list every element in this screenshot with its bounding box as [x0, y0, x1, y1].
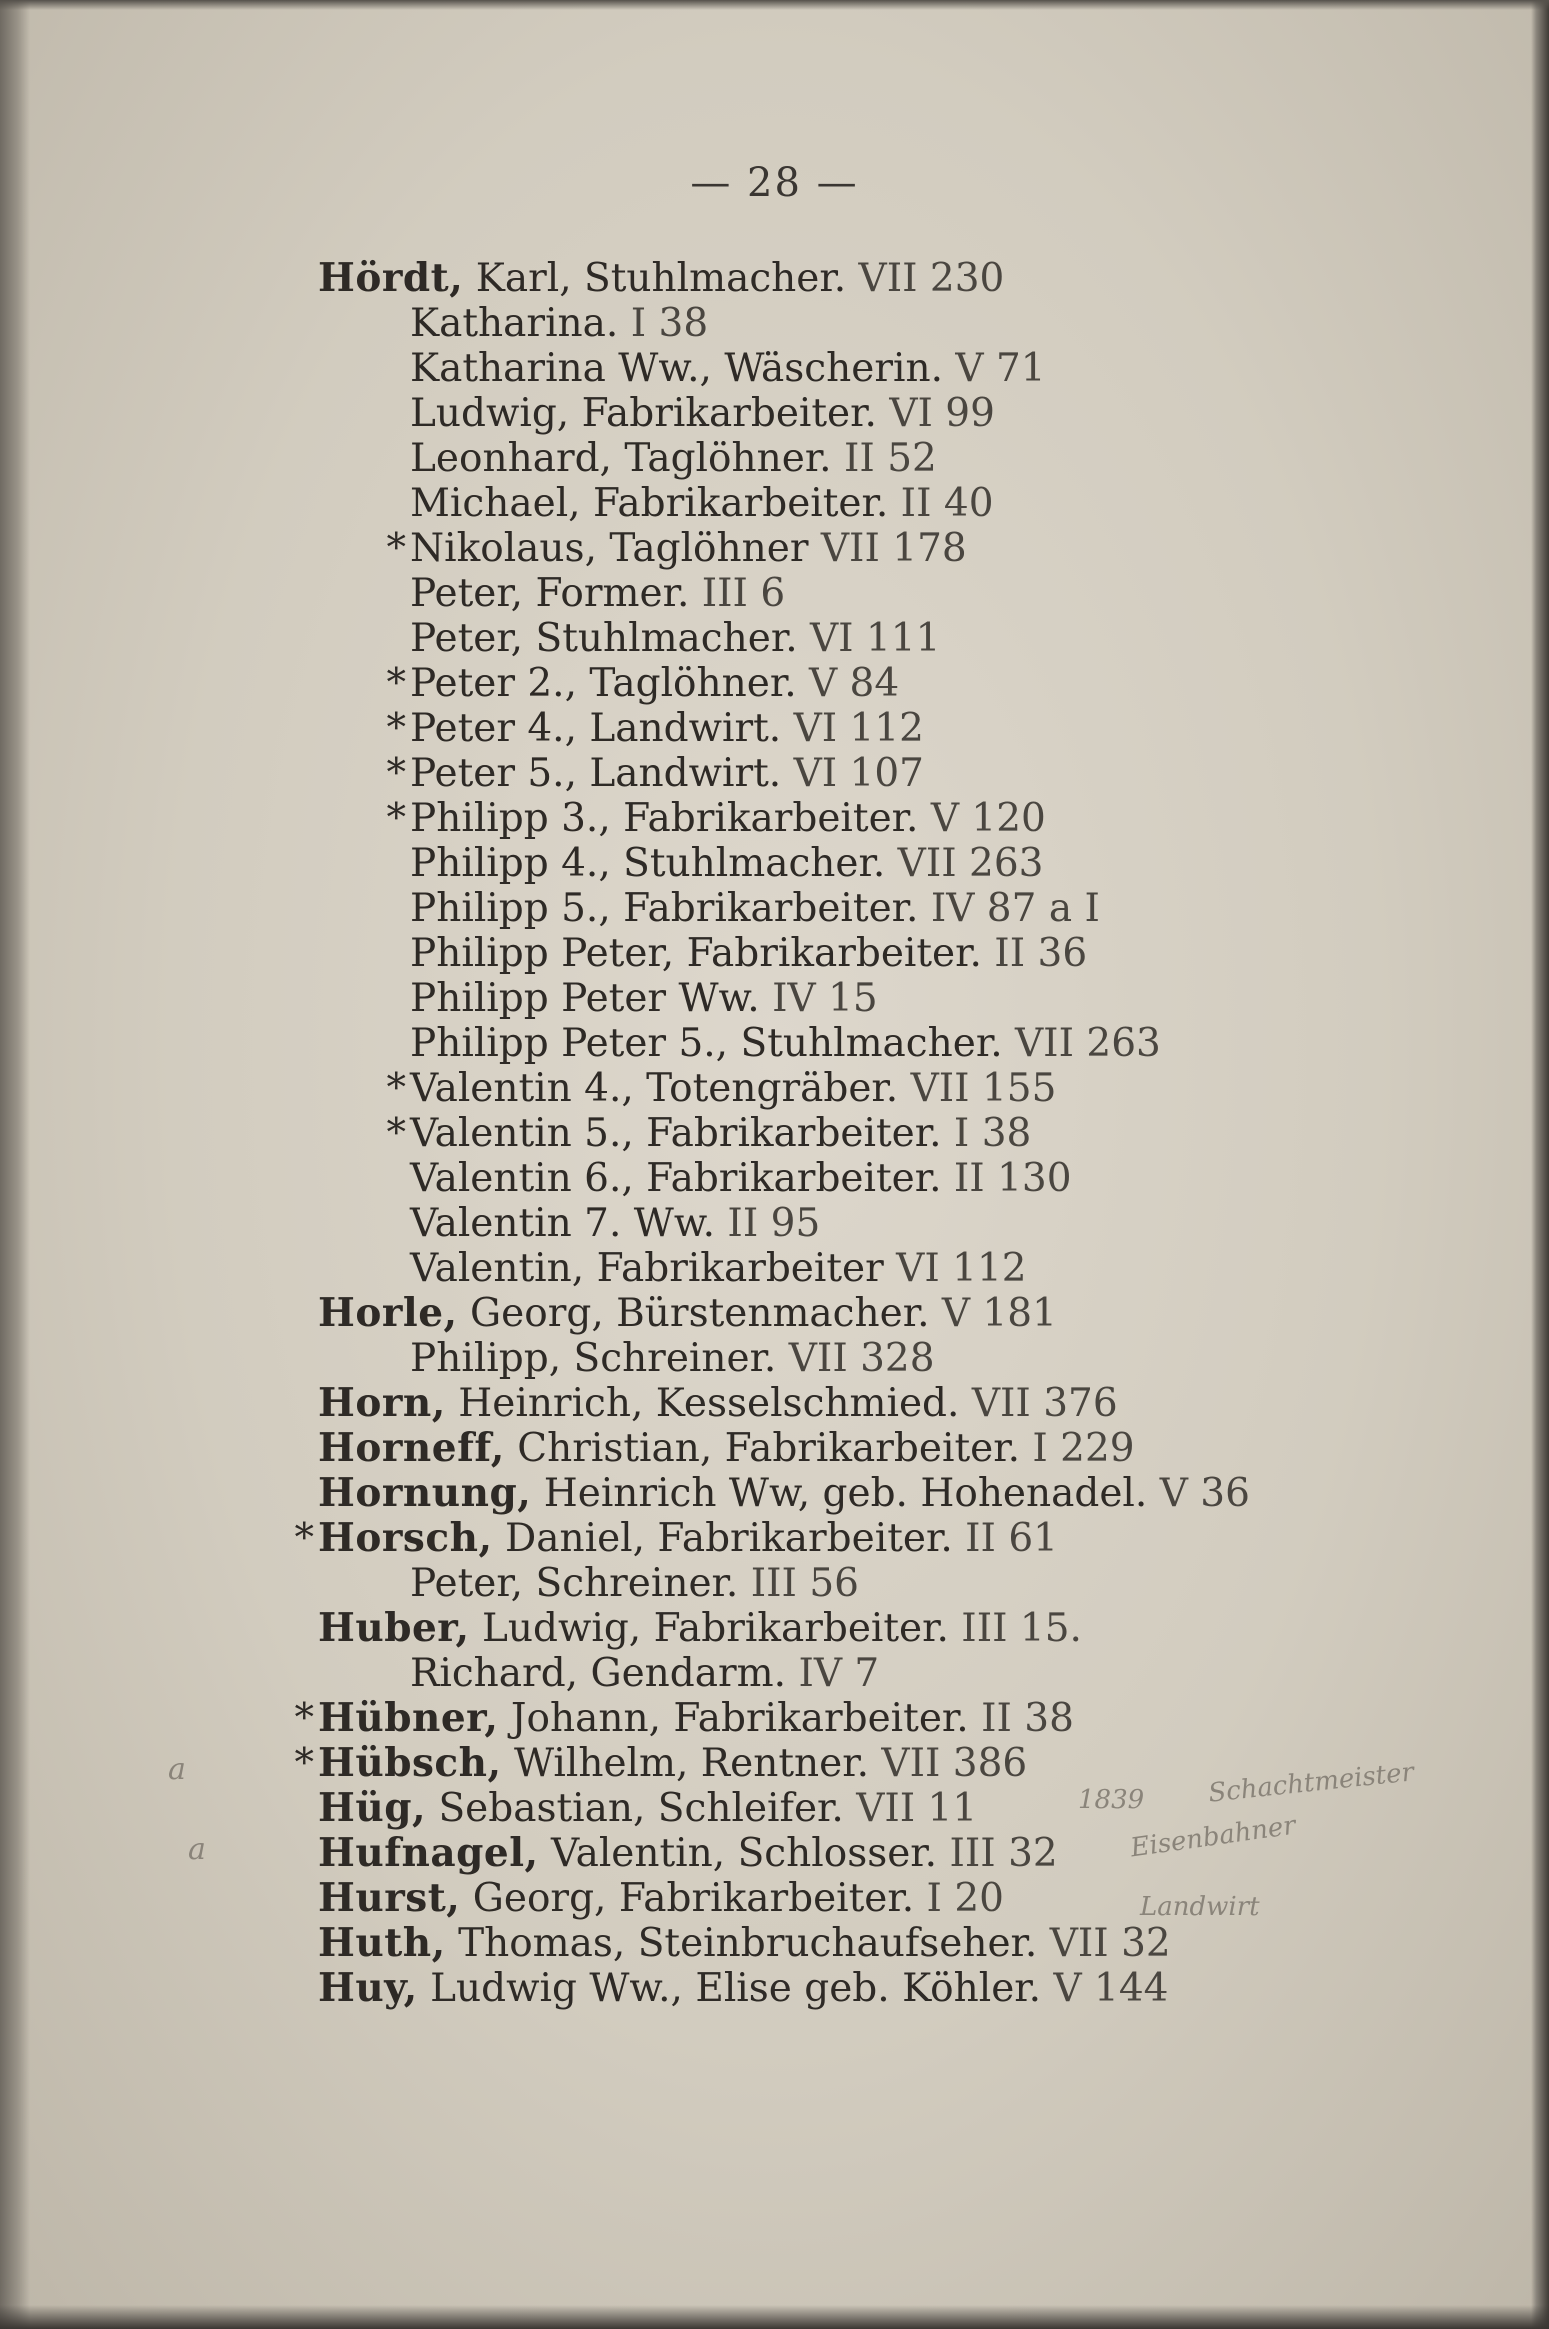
entry-asterisk: *: [294, 1741, 314, 1786]
entry-asterisk: *: [386, 706, 406, 751]
entry-text: Christian, Fabrikarbeiter.: [517, 1426, 1020, 1471]
entry-row: [0, 1966, 1549, 2011]
entry-line: [410, 526, 967, 571]
entry-row: [0, 526, 1549, 571]
entry-text: Daniel, Fabrikarbeiter.: [504, 1516, 953, 1561]
entry-line: [410, 1066, 1056, 1111]
entry-asterisk: *: [386, 1111, 406, 1156]
entry-line: [318, 256, 1004, 301]
entry-line: [410, 1336, 935, 1381]
entry-line: [318, 1606, 1082, 1651]
entry-surname: Horle,: [318, 1290, 458, 1336]
entry-reference: VI 107: [793, 751, 924, 796]
page-edge-bottom: [0, 2305, 1549, 2329]
entry-text: Wilhelm, Rentner.: [514, 1741, 869, 1786]
entry-line: [410, 436, 937, 481]
entry-line: [410, 391, 995, 436]
entry-line: [410, 841, 1043, 886]
entry-text: Philipp 3., Fabrikarbeiter.: [410, 796, 919, 841]
entry-line: [410, 661, 899, 706]
entry-text: Nikolaus, Taglöhner: [410, 526, 809, 571]
entry-line: [318, 1921, 1171, 1966]
entry-row: [0, 391, 1549, 436]
entry-row: [0, 1066, 1549, 1111]
entry-reference: II 36: [994, 931, 1088, 976]
entry-line: [410, 571, 785, 616]
entry-reference: V 144: [1053, 1966, 1169, 2011]
entry-line: [318, 1291, 1057, 1336]
entry-reference: V 181: [941, 1291, 1057, 1336]
handwritten-note: Landwirt: [1140, 1892, 1260, 1922]
entry-line: [410, 796, 1046, 841]
entry-text: Philipp Peter Ww.: [410, 976, 760, 1021]
entry-text: Valentin 6., Fabrikarbeiter.: [410, 1156, 942, 1201]
entry-row: [0, 481, 1549, 526]
entry-surname: Huth,: [318, 1920, 446, 1966]
entry-surname: Hördt,: [318, 255, 464, 301]
entry-row: [0, 1651, 1549, 1696]
entry-row: [0, 1831, 1549, 1876]
entry-asterisk: *: [294, 1696, 314, 1741]
entry-reference: VI 112: [896, 1246, 1027, 1291]
entry-row: [0, 1336, 1549, 1381]
entry-reference: II 130: [953, 1156, 1072, 1201]
entry-surname: Hüg,: [318, 1785, 427, 1831]
entry-reference: VII 328: [788, 1336, 935, 1381]
entry-row: [0, 1111, 1549, 1156]
entry-line: [318, 1471, 1250, 1516]
entry-reference: VII 32: [1049, 1921, 1171, 1966]
entry-text: Ludwig, Fabrikarbeiter.: [481, 1606, 949, 1651]
entry-text: Katharina Ww., Wäscherin.: [410, 346, 943, 391]
page-number: — 28 —: [690, 160, 859, 206]
entry-row: [0, 1426, 1549, 1471]
entry-text: Karl, Stuhlmacher.: [475, 256, 847, 301]
entry-reference: VI 111: [810, 616, 941, 661]
entry-reference: II 52: [843, 436, 937, 481]
entry-row: [0, 1516, 1549, 1561]
entry-reference: III 15.: [961, 1606, 1082, 1651]
entry-reference: I 229: [1032, 1426, 1135, 1471]
entry-text: Ludwig, Fabrikarbeiter.: [410, 391, 877, 436]
entry-text: Peter 5., Landwirt.: [410, 751, 782, 796]
entry-text: Peter 2., Taglöhner.: [410, 661, 797, 706]
entry-row: [0, 796, 1549, 841]
entry-text: Peter, Former.: [410, 571, 690, 616]
entry-reference: VII 155: [910, 1066, 1057, 1111]
entry-reference: VI 99: [889, 391, 995, 436]
entry-asterisk: *: [386, 1066, 406, 1111]
entry-text: Ludwig Ww., Elise geb. Köhler.: [430, 1966, 1042, 2011]
entry-row: [0, 1696, 1549, 1741]
entry-line: [318, 1831, 1058, 1876]
entry-reference: V 36: [1159, 1471, 1250, 1516]
entry-line: [410, 1201, 820, 1246]
entry-text: Philipp Peter 5., Stuhlmacher.: [410, 1021, 1003, 1066]
entry-asterisk: *: [386, 751, 406, 796]
entry-text: Valentin 5., Fabrikarbeiter.: [410, 1111, 942, 1156]
entry-surname: Hornung,: [318, 1470, 532, 1516]
entry-reference: VII 178: [820, 526, 967, 571]
entry-line: [318, 1426, 1135, 1471]
entry-reference: VII 230: [858, 256, 1005, 301]
directory-list: [0, 256, 1549, 2011]
entry-row: [0, 976, 1549, 1021]
entry-text: Michael, Fabrikarbeiter.: [410, 481, 889, 526]
entry-surname: Horneff,: [318, 1425, 505, 1471]
entry-text: Valentin, Schlosser.: [551, 1831, 938, 1876]
entry-reference: IV 15: [772, 976, 878, 1021]
entry-text: Philipp, Schreiner.: [410, 1336, 777, 1381]
entry-surname: Horn,: [318, 1380, 446, 1426]
entry-reference: III 56: [750, 1561, 859, 1606]
entry-surname: Huy,: [318, 1965, 418, 2011]
entry-reference: II 61: [965, 1516, 1058, 1561]
entry-text: Valentin 7. Ww.: [410, 1201, 716, 1246]
entry-row: [0, 931, 1549, 976]
entry-asterisk: *: [386, 526, 406, 571]
entry-asterisk: *: [386, 661, 406, 706]
handwritten-note: Eisenbahner: [1128, 1810, 1298, 1864]
entry-row: [0, 1921, 1549, 1966]
entry-reference: V 71: [955, 346, 1046, 391]
entry-row: [0, 1021, 1549, 1066]
entry-row: [0, 1606, 1549, 1651]
entry-row: [0, 751, 1549, 796]
entry-row: [0, 571, 1549, 616]
entry-row: [0, 1381, 1549, 1426]
entry-line: [318, 1381, 1118, 1426]
entry-row: [0, 1201, 1549, 1246]
entry-line: [318, 1966, 1168, 2011]
entry-surname: Hurst,: [318, 1875, 461, 1921]
entry-line: [410, 1561, 859, 1606]
entry-line: [410, 1651, 879, 1696]
entry-reference: VII 376: [971, 1381, 1118, 1426]
entry-reference: VII 386: [881, 1741, 1028, 1786]
entry-text: Heinrich, Kesselschmied.: [458, 1381, 960, 1426]
entry-row: [0, 1246, 1549, 1291]
entry-text: Johann, Fabrikarbeiter.: [510, 1696, 969, 1741]
entry-row: [0, 256, 1549, 301]
margin-note-a: a: [188, 1832, 206, 1867]
entry-text: Peter 4., Landwirt.: [410, 706, 782, 751]
entry-reference: I 38: [630, 301, 709, 346]
entry-row: [0, 301, 1549, 346]
entry-line: [410, 1246, 1027, 1291]
entry-reference: II 95: [727, 1201, 821, 1246]
entry-text: Valentin, Fabrikarbeiter: [410, 1246, 884, 1291]
entry-line: [410, 346, 1046, 391]
entry-asterisk: *: [294, 1516, 314, 1561]
entry-line: [410, 976, 878, 1021]
page-edge-top: [0, 0, 1549, 10]
entry-surname: Hübner,: [318, 1695, 499, 1741]
entry-reference: I 20: [926, 1876, 1004, 1921]
entry-row: [0, 1471, 1549, 1516]
entry-line: [410, 1021, 1161, 1066]
entry-reference: V 84: [809, 661, 900, 706]
entry-reference: V 120: [930, 796, 1046, 841]
entry-row: [0, 436, 1549, 481]
entry-text: Heinrich Ww, geb. Hohenadel.: [543, 1471, 1148, 1516]
entry-line: [410, 1111, 1031, 1156]
entry-row: [0, 1561, 1549, 1606]
entry-text: Leonhard, Taglöhner.: [410, 436, 832, 481]
entry-row: [0, 616, 1549, 661]
entry-line: [318, 1696, 1074, 1741]
entry-text: Peter, Schreiner.: [410, 1561, 739, 1606]
entry-surname: Hufnagel,: [318, 1830, 539, 1876]
entry-row: [0, 1291, 1549, 1336]
entry-asterisk: *: [386, 796, 406, 841]
entry-text: Valentin 4., Totengräber.: [410, 1066, 899, 1111]
entry-reference: IV 7: [798, 1651, 880, 1696]
entry-text: Georg, Fabrikarbeiter.: [472, 1876, 915, 1921]
entry-row: [0, 841, 1549, 886]
entry-row: [0, 346, 1549, 391]
entry-text: Peter, Stuhlmacher.: [410, 616, 798, 661]
entry-line: [318, 1516, 1058, 1561]
entry-reference: III 6: [701, 571, 786, 616]
entry-reference: II 40: [900, 481, 994, 526]
entry-row: [0, 1156, 1549, 1201]
margin-note-a: a: [168, 1752, 186, 1787]
entry-line: [410, 616, 940, 661]
entry-text: Georg, Bürstenmacher.: [470, 1291, 930, 1336]
entry-line: [410, 301, 708, 346]
entry-text: Thomas, Steinbruchaufseher.: [458, 1921, 1038, 1966]
entry-reference: VI 112: [793, 706, 924, 751]
entry-row: [0, 886, 1549, 931]
entry-row: [0, 1876, 1549, 1921]
entry-row: [0, 661, 1549, 706]
entry-line: [410, 886, 1100, 931]
entry-reference: VII 263: [897, 841, 1044, 886]
entry-text: Philipp 5., Fabrikarbeiter.: [410, 886, 919, 931]
handwritten-number: 1839: [1078, 1785, 1145, 1815]
entry-line: [410, 931, 1087, 976]
entry-reference: II 38: [981, 1696, 1074, 1741]
entry-text: Philipp 4., Stuhlmacher.: [410, 841, 886, 886]
entry-reference: IV 87 a I: [930, 886, 1100, 931]
entry-row: [0, 706, 1549, 751]
entry-surname: Huber,: [318, 1605, 470, 1651]
entry-line: [318, 1876, 1004, 1921]
entry-reference: VII 263: [1015, 1021, 1161, 1066]
entry-line: [318, 1786, 977, 1831]
entry-text: Katharina.: [410, 301, 619, 346]
entry-reference: VII 11: [856, 1786, 978, 1831]
entry-line: [410, 751, 924, 796]
entry-surname: Horsch,: [318, 1515, 493, 1561]
handwritten-note: Schachtmeister: [1206, 1757, 1416, 1809]
entry-line: [318, 1741, 1027, 1786]
entry-reference: III 32: [949, 1831, 1058, 1876]
entry-line: [410, 1156, 1072, 1201]
entry-text: Philipp Peter, Fabrikarbeiter.: [410, 931, 982, 976]
entry-line: [410, 481, 994, 526]
entry-text: Sebastian, Schleifer.: [438, 1786, 844, 1831]
entry-surname: Hübsch,: [318, 1740, 502, 1786]
entry-reference: I 38: [953, 1111, 1032, 1156]
entry-line: [410, 706, 924, 751]
entry-text: Richard, Gendarm.: [410, 1651, 787, 1696]
